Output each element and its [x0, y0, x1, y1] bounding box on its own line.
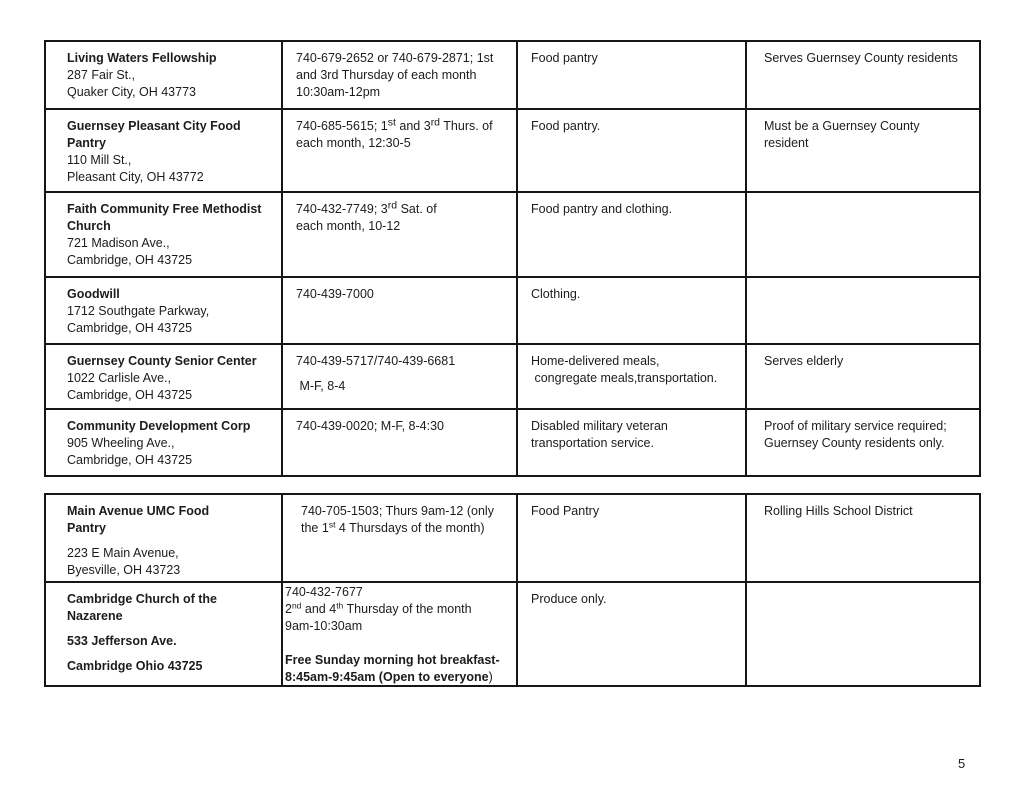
cell-organization: Goodwill 1712 Southgate Parkway, Cambridge, OH 43725 [46, 278, 283, 345]
cell-eligibility: Proof of military service required; Guernsey County residents only. [764, 419, 947, 450]
cell-phone-schedule: 740-679-2652 or 740-679-2871; 1st and 3rd Thursday of each month 10:30am-12pm [283, 42, 518, 110]
cell-eligibility [747, 278, 979, 345]
cell-eligibility [747, 583, 979, 685]
cell-eligibility: Serves Guernsey County residents [747, 42, 979, 110]
cell-eligibility: Rolling Hills School District [747, 495, 979, 583]
table-row [46, 410, 979, 475]
cell-phone-schedule: 740-439-7000 [283, 278, 518, 345]
table-row [46, 278, 979, 345]
cell-phone-schedule: 740-439-5717/740-439-6681 M-F, 8-4 [283, 345, 518, 410]
cell-services: Home-delivered meals, congregate meals,transportation. [518, 345, 747, 410]
cell-organization: Living Waters Fellowship 287 Fair St., Quaker City, OH 43773 [46, 42, 283, 110]
cell-eligibility: Serves elderly [747, 345, 979, 410]
table-row [46, 583, 979, 685]
cell-phone-schedule: 740-685-5615; 1st and 3rd Thurs. of each month, 12:30-5 [283, 110, 518, 193]
cell-phone-schedule: 740-432-7749; 3rd Sat. of each month, 10-12 [283, 193, 518, 278]
cell-organization: Guernsey Pleasant City Food Pantry 110 Mill St., Pleasant City, OH 43772 [46, 110, 283, 193]
page-number: 5 [958, 756, 966, 771]
cell-services: Food pantry. [518, 110, 747, 193]
cell-services: Food pantry and clothing. [518, 193, 747, 278]
cell-organization: Faith Community Free Methodist Church 721 Madison Ave., Cambridge, OH 43725 [46, 193, 283, 278]
cell-services: Produce only. [518, 583, 747, 685]
table-row [46, 42, 979, 110]
cell-services: Food pantry [518, 42, 747, 110]
table-row [46, 110, 979, 193]
table-row [46, 193, 979, 278]
cell-organization: Cambridge Church of the Nazarene 533 Jefferson Ave. Cambridge Ohio 43725 [46, 583, 283, 685]
resource-table-top [44, 40, 981, 477]
table-row [46, 345, 979, 410]
cell-organization: Main Avenue UMC Food Pantry 223 E Main Avenue, Byesville, OH 43723 [46, 495, 283, 583]
cell-phone-schedule: 740-439-0020; M-F, 8-4:30 [283, 410, 518, 475]
cell-services: Food Pantry [518, 495, 747, 583]
cell-phone-schedule: 740-432-7677 2nd and 4th Thursday of the month 9am-10:30am Free Sunday morning hot breakfast- 8:45am-9:45am (Open to everyone) [283, 583, 518, 685]
cell-services: Disabled military veteran transportation service. [518, 410, 747, 475]
cell-services: Clothing. [518, 278, 747, 345]
resource-table-bottom [44, 493, 981, 687]
cell-organization: Guernsey County Senior Center 1022 Carlisle Ave., Cambridge, OH 43725 [46, 345, 283, 410]
cell-organization: Community Development Corp 905 Wheeling Ave., Cambridge, OH 43725 [46, 410, 283, 475]
cell-phone-schedule: 740-705-1503; Thurs 9am-12 (only the 1st 4 Thursdays of the month) [283, 495, 518, 583]
cell-eligibility: Must be a Guernsey County resident [747, 110, 979, 193]
cell-eligibility [747, 193, 979, 278]
table-row [46, 495, 979, 583]
